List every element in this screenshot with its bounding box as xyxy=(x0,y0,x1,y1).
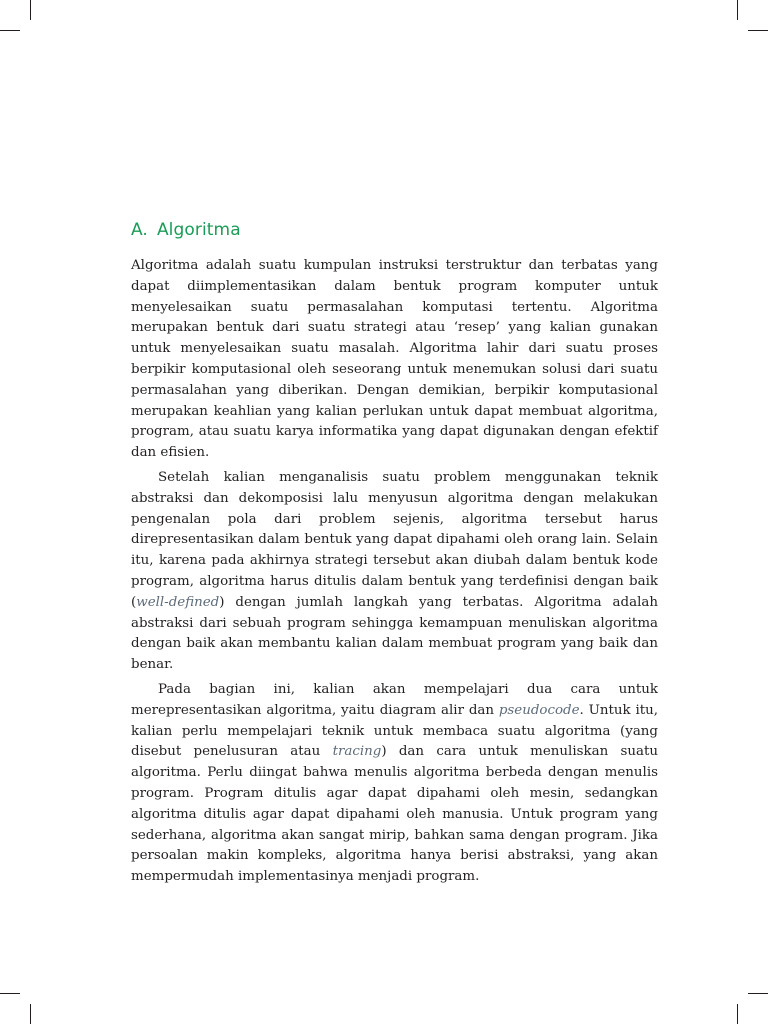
section-title: Algoritma xyxy=(156,220,241,240)
paragraph-3-part-c: ) dan cara untuk menuliskan suatu algoritma. Perlu diingat bahwa menulis algoritma berbeda dengan menulis program. Program ditulis agar dapat dipahami oleh mesin, sedangkan algoritma ditulis agar dapat dipahami oleh manusia. Untuk program yang sederhana, algoritma akan sangat mirip, bahkan sama dengan program. Jika persoalan makin kompleks, algoritma hanya berisi abstraksi, yang akan mempermudah implementasinya menjadi program. xyxy=(131,744,658,885)
paragraph-2-part-b: ) dengan jumlah langkah yang terbatas. Algoritma adalah abstraksi dari sebuah program sehingga kemampuan menuliskan algoritma dengan baik akan membantu kalian dalam membuat program yang baik dan benar. xyxy=(131,594,658,673)
crop-mark-top-right-horizontal xyxy=(748,30,768,31)
crop-mark-top-left-horizontal xyxy=(0,30,20,31)
crop-mark-bottom-left-horizontal xyxy=(0,993,20,994)
paragraph-3-part-a: Pada bagian ini, kalian akan mempelajari dua cara untuk merepresentasikan algoritma, yaitu diagram alir dan xyxy=(131,681,658,718)
paragraph-2-part-a: Setelah kalian menganalisis suatu problem menggunakan teknik abstraksi dan dekomposisi lalu menyusun algoritma dengan melakukan pengenalan pola dari problem sejenis, algoritma tersebut harus direpresentasikan dalam bentuk yang dapat dipahami oleh orang lain. Selain itu, karena pada akhirnya strategi tersebut akan diubah dalam bentuk kode program, algoritma harus ditulis dalam bentuk yang terdefinisi dengan baik ( xyxy=(131,469,658,610)
section-letter: A. xyxy=(131,220,148,240)
term-tracing: tracing xyxy=(332,744,382,760)
crop-mark-top-left-vertical xyxy=(30,0,31,20)
crop-mark-bottom-right-vertical xyxy=(737,1004,738,1024)
crop-mark-bottom-right-horizontal xyxy=(748,993,768,994)
paragraph-3 xyxy=(131,680,658,888)
section-heading xyxy=(131,218,658,242)
crop-mark-bottom-left-vertical xyxy=(30,1004,31,1024)
page-content xyxy=(131,218,658,892)
paragraph-1: Algoritma adalah suatu kumpulan instruksi terstruktur dan terbatas yang dapat diimplementasikan dalam bentuk program komputer untuk menyelesaikan suatu permasalahan komputasi tertentu. Algoritma merupakan bentuk dari suatu strategi atau ‘resep’ yang kalian gunakan untuk menyelesaikan suatu masalah. Algoritma lahir dari suatu proses berpikir komputasional oleh seseorang untuk menemukan solusi dari suatu permasalahan yang diberikan. Dengan demikian, berpikir komputasional merupakan keahlian yang kalian perlukan untuk dapat membuat algoritma, program, atau suatu karya informatika yang dapat digunakan dengan efektif dan efisien. xyxy=(131,258,658,461)
term-pseudocode: pseudocode xyxy=(498,702,580,718)
crop-mark-top-right-vertical xyxy=(737,0,738,20)
paragraph-3-part-b: . Untuk itu, kalian perlu mempelajari teknik untuk membaca suatu algoritma (yang disebut penelusuran atau xyxy=(131,702,658,760)
paragraph-2 xyxy=(131,468,658,676)
term-well-defined: well-defined xyxy=(136,594,220,610)
